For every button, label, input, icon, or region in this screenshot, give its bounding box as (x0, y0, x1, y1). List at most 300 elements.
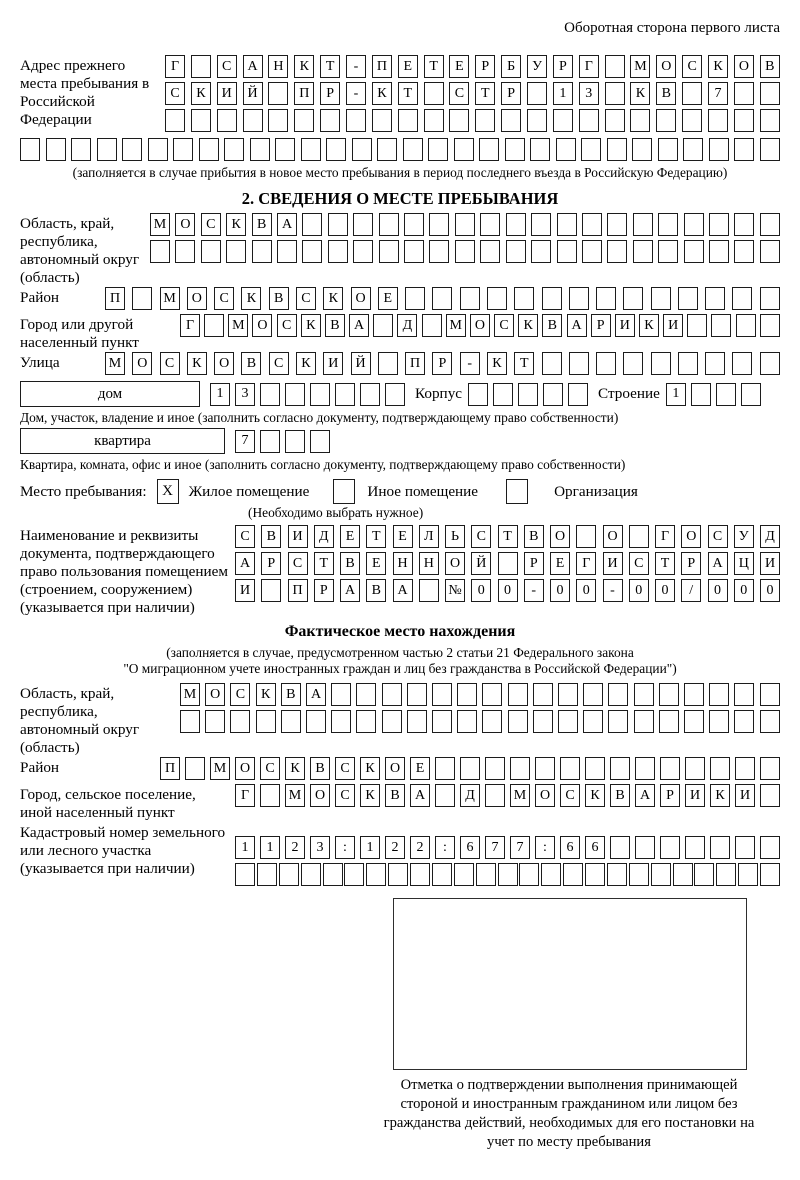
form-cell[interactable]: Р (314, 579, 334, 602)
form-cell[interactable]: - (603, 579, 623, 602)
form-cell[interactable] (605, 55, 625, 78)
form-cell[interactable]: В (610, 784, 630, 807)
form-cell[interactable] (498, 863, 518, 886)
form-cell[interactable]: М (150, 213, 170, 236)
form-cell[interactable]: Н (393, 552, 413, 575)
form-cell[interactable]: И (735, 784, 755, 807)
form-cell[interactable] (429, 213, 449, 236)
form-cell[interactable]: О (187, 287, 207, 310)
form-cell[interactable]: А (567, 314, 587, 337)
form-cell[interactable]: 3 (310, 836, 330, 859)
form-cell[interactable] (428, 138, 448, 161)
form-cell[interactable] (634, 710, 654, 733)
form-cell[interactable]: К (518, 314, 538, 337)
form-cell[interactable]: Д (314, 525, 334, 548)
form-cell[interactable] (407, 683, 427, 706)
form-cell[interactable]: 1 (235, 836, 255, 859)
form-cell[interactable]: О (252, 314, 272, 337)
form-cell[interactable] (709, 138, 729, 161)
form-cell[interactable] (543, 383, 563, 406)
form-cell[interactable] (734, 109, 754, 132)
form-cell[interactable]: С (201, 213, 221, 236)
form-cell[interactable] (204, 314, 224, 337)
form-cell[interactable] (760, 836, 780, 859)
form-cell[interactable] (607, 863, 627, 886)
form-cell[interactable] (510, 757, 530, 780)
form-cell[interactable] (419, 579, 439, 602)
form-cell[interactable] (651, 287, 671, 310)
form-cell[interactable] (760, 352, 780, 375)
form-cell[interactable]: 1 (553, 82, 573, 105)
form-cell[interactable] (422, 314, 442, 337)
form-cell[interactable] (735, 757, 755, 780)
form-cell[interactable]: И (663, 314, 683, 337)
form-cell[interactable] (583, 710, 603, 733)
form-cell[interactable]: К (301, 314, 321, 337)
form-cell[interactable]: В (281, 683, 301, 706)
form-cell[interactable]: Д (460, 784, 480, 807)
form-cell[interactable] (356, 683, 376, 706)
form-cell[interactable]: П (372, 55, 392, 78)
form-cell[interactable] (235, 863, 255, 886)
form-cell[interactable] (659, 710, 679, 733)
form-cell[interactable] (404, 240, 424, 263)
form-cell[interactable] (705, 287, 725, 310)
form-cell[interactable]: Р (475, 55, 495, 78)
form-cell[interactable] (344, 863, 364, 886)
form-cell[interactable]: 3 (235, 383, 255, 406)
form-cell[interactable]: И (603, 552, 623, 575)
form-cell[interactable] (581, 138, 601, 161)
form-cell[interactable] (360, 383, 380, 406)
form-cell[interactable] (691, 383, 711, 406)
form-cell[interactable]: О (385, 757, 405, 780)
form-cell[interactable] (353, 240, 373, 263)
form-cell[interactable]: Й (471, 552, 491, 575)
form-cell[interactable]: И (323, 352, 343, 375)
form-cell[interactable] (346, 109, 366, 132)
form-cell[interactable] (479, 138, 499, 161)
form-cell[interactable] (122, 138, 142, 161)
form-cell[interactable]: Н (268, 55, 288, 78)
form-cell[interactable] (760, 109, 780, 132)
form-cell[interactable] (673, 863, 693, 886)
form-cell[interactable]: К (372, 82, 392, 105)
form-cell[interactable]: А (243, 55, 263, 78)
form-cell[interactable]: О (535, 784, 555, 807)
form-cell[interactable] (553, 109, 573, 132)
form-cell[interactable] (71, 138, 91, 161)
form-cell[interactable] (487, 287, 507, 310)
form-cell[interactable] (398, 109, 418, 132)
form-cell[interactable] (760, 863, 780, 886)
form-cell[interactable]: 2 (385, 836, 405, 859)
form-cell[interactable] (694, 863, 714, 886)
form-cell[interactable] (660, 836, 680, 859)
form-cell[interactable] (150, 240, 170, 263)
form-cell[interactable]: В (261, 525, 281, 548)
stay-type-checkbox-other-premises[interactable] (333, 479, 355, 504)
form-cell[interactable] (224, 138, 244, 161)
form-cell[interactable] (475, 109, 495, 132)
form-cell[interactable] (684, 683, 704, 706)
form-cell[interactable]: 0 (471, 579, 491, 602)
form-cell[interactable] (424, 109, 444, 132)
form-cell[interactable] (506, 240, 526, 263)
form-cell[interactable]: К (639, 314, 659, 337)
form-cell[interactable]: Т (398, 82, 418, 105)
form-cell[interactable]: В (760, 55, 780, 78)
form-cell[interactable]: 6 (460, 836, 480, 859)
form-cell[interactable] (285, 430, 305, 453)
form-cell[interactable] (734, 683, 754, 706)
form-cell[interactable] (310, 383, 330, 406)
form-cell[interactable] (279, 863, 299, 886)
form-cell[interactable] (275, 138, 295, 161)
form-cell[interactable] (480, 213, 500, 236)
form-cell[interactable] (541, 863, 561, 886)
form-cell[interactable] (734, 138, 754, 161)
form-cell[interactable]: В (366, 579, 386, 602)
form-cell[interactable] (382, 710, 402, 733)
form-cell[interactable]: М (630, 55, 650, 78)
form-cell[interactable] (498, 552, 518, 575)
form-cell[interactable]: А (635, 784, 655, 807)
form-cell[interactable]: М (180, 683, 200, 706)
form-cell[interactable]: И (685, 784, 705, 807)
form-cell[interactable] (335, 383, 355, 406)
form-cell[interactable] (527, 109, 547, 132)
form-cell[interactable]: Г (180, 314, 200, 337)
form-cell[interactable] (607, 213, 627, 236)
form-cell[interactable] (607, 240, 627, 263)
form-cell[interactable] (201, 240, 221, 263)
form-cell[interactable] (569, 287, 589, 310)
form-cell[interactable]: 1 (666, 383, 686, 406)
form-cell[interactable]: Т (498, 525, 518, 548)
form-cell[interactable] (582, 213, 602, 236)
form-cell[interactable] (623, 287, 643, 310)
form-cell[interactable] (585, 863, 605, 886)
form-cell[interactable] (519, 863, 539, 886)
form-cell[interactable]: Е (393, 525, 413, 548)
form-cell[interactable] (605, 109, 625, 132)
form-cell[interactable] (508, 710, 528, 733)
form-cell[interactable]: Н (419, 552, 439, 575)
form-cell[interactable]: С (335, 757, 355, 780)
form-cell[interactable]: С (288, 552, 308, 575)
form-cell[interactable]: А (235, 552, 255, 575)
form-cell[interactable]: В (310, 757, 330, 780)
form-cell[interactable] (542, 352, 562, 375)
form-cell[interactable]: О (681, 525, 701, 548)
form-cell[interactable]: 3 (579, 82, 599, 105)
form-cell[interactable]: И (288, 525, 308, 548)
form-cell[interactable] (557, 240, 577, 263)
form-cell[interactable] (734, 710, 754, 733)
form-cell[interactable]: О (550, 525, 570, 548)
form-cell[interactable] (455, 213, 475, 236)
form-cell[interactable]: 0 (629, 579, 649, 602)
form-cell[interactable]: С (629, 552, 649, 575)
form-cell[interactable] (372, 109, 392, 132)
form-cell[interactable] (656, 109, 676, 132)
form-cell[interactable]: О (175, 213, 195, 236)
form-cell[interactable]: : (535, 836, 555, 859)
form-cell[interactable]: Т (314, 552, 334, 575)
form-cell[interactable] (709, 213, 729, 236)
form-cell[interactable] (352, 138, 372, 161)
form-cell[interactable]: К (585, 784, 605, 807)
form-cell[interactable] (630, 109, 650, 132)
form-cell[interactable] (432, 287, 452, 310)
form-cell[interactable]: К (487, 352, 507, 375)
form-cell[interactable]: И (615, 314, 635, 337)
form-cell[interactable]: О (132, 352, 152, 375)
form-cell[interactable]: А (277, 213, 297, 236)
form-cell[interactable] (429, 240, 449, 263)
form-cell[interactable] (454, 863, 474, 886)
form-cell[interactable]: В (325, 314, 345, 337)
form-cell[interactable]: Б (501, 55, 521, 78)
form-cell[interactable] (760, 82, 780, 105)
form-cell[interactable]: С (682, 55, 702, 78)
form-cell[interactable] (682, 109, 702, 132)
form-cell[interactable] (533, 710, 553, 733)
form-cell[interactable]: 0 (655, 579, 675, 602)
form-cell[interactable]: Е (398, 55, 418, 78)
form-cell[interactable]: М (210, 757, 230, 780)
form-cell[interactable]: 7 (235, 430, 255, 453)
form-cell[interactable]: М (446, 314, 466, 337)
form-cell[interactable]: М (228, 314, 248, 337)
form-cell[interactable] (632, 138, 652, 161)
form-cell[interactable]: Д (397, 314, 417, 337)
form-cell[interactable] (310, 430, 330, 453)
form-cell[interactable] (20, 138, 40, 161)
form-cell[interactable]: П (160, 757, 180, 780)
form-cell[interactable]: 0 (760, 579, 780, 602)
form-cell[interactable] (306, 710, 326, 733)
form-cell[interactable] (734, 240, 754, 263)
form-cell[interactable] (505, 138, 525, 161)
form-cell[interactable]: - (460, 352, 480, 375)
form-cell[interactable]: Р (553, 55, 573, 78)
form-cell[interactable]: У (527, 55, 547, 78)
form-cell[interactable]: - (524, 579, 544, 602)
form-cell[interactable] (530, 138, 550, 161)
form-cell[interactable]: К (708, 55, 728, 78)
form-cell[interactable]: Р (320, 82, 340, 105)
form-cell[interactable] (557, 213, 577, 236)
form-cell[interactable]: С (494, 314, 514, 337)
form-cell[interactable] (261, 579, 281, 602)
form-cell[interactable] (527, 82, 547, 105)
form-cell[interactable] (533, 683, 553, 706)
form-cell[interactable] (256, 710, 276, 733)
form-cell[interactable]: Е (378, 287, 398, 310)
form-cell[interactable]: М (105, 352, 125, 375)
form-cell[interactable] (678, 287, 698, 310)
form-cell[interactable]: С (165, 82, 185, 105)
form-cell[interactable] (542, 287, 562, 310)
form-cell[interactable] (608, 710, 628, 733)
form-cell[interactable]: П (105, 287, 125, 310)
form-cell[interactable] (556, 138, 576, 161)
form-cell[interactable]: С (260, 757, 280, 780)
form-cell[interactable] (432, 863, 452, 886)
form-cell[interactable]: 2 (285, 836, 305, 859)
form-cell[interactable] (760, 314, 780, 337)
form-cell[interactable] (449, 109, 469, 132)
form-cell[interactable] (377, 138, 397, 161)
form-cell[interactable]: 6 (560, 836, 580, 859)
form-cell[interactable] (379, 213, 399, 236)
form-cell[interactable] (205, 710, 225, 733)
form-cell[interactable]: Г (655, 525, 675, 548)
form-cell[interactable] (281, 710, 301, 733)
form-cell[interactable] (560, 757, 580, 780)
form-cell[interactable] (356, 710, 376, 733)
form-cell[interactable]: - (346, 55, 366, 78)
form-cell[interactable]: Р (660, 784, 680, 807)
form-cell[interactable] (185, 757, 205, 780)
form-cell[interactable]: А (306, 683, 326, 706)
form-cell[interactable]: Р (524, 552, 544, 575)
form-cell[interactable]: А (393, 579, 413, 602)
form-cell[interactable] (558, 683, 578, 706)
form-cell[interactable]: Р (261, 552, 281, 575)
form-cell[interactable] (629, 525, 649, 548)
form-cell[interactable] (760, 757, 780, 780)
form-cell[interactable] (180, 710, 200, 733)
form-cell[interactable] (710, 836, 730, 859)
form-cell[interactable]: К (285, 757, 305, 780)
form-cell[interactable] (323, 863, 343, 886)
form-cell[interactable] (710, 757, 730, 780)
form-cell[interactable] (403, 138, 423, 161)
form-cell[interactable] (424, 82, 444, 105)
form-cell[interactable] (732, 287, 752, 310)
form-cell[interactable]: В (241, 352, 261, 375)
form-cell[interactable] (353, 213, 373, 236)
form-cell[interactable]: Е (449, 55, 469, 78)
form-cell[interactable]: С (214, 287, 234, 310)
form-cell[interactable] (760, 240, 780, 263)
form-cell[interactable]: М (510, 784, 530, 807)
form-cell[interactable]: О (351, 287, 371, 310)
form-cell[interactable]: 6 (585, 836, 605, 859)
form-cell[interactable] (635, 836, 655, 859)
form-cell[interactable]: Е (550, 552, 570, 575)
form-cell[interactable] (460, 287, 480, 310)
form-cell[interactable]: К (323, 287, 343, 310)
form-cell[interactable]: Й (243, 82, 263, 105)
form-cell[interactable] (328, 213, 348, 236)
form-cell[interactable] (709, 710, 729, 733)
form-cell[interactable] (252, 240, 272, 263)
form-cell[interactable] (685, 757, 705, 780)
form-cell[interactable] (260, 784, 280, 807)
form-cell[interactable] (506, 213, 526, 236)
form-cell[interactable]: В (269, 287, 289, 310)
form-cell[interactable] (388, 863, 408, 886)
form-cell[interactable] (651, 352, 671, 375)
form-cell[interactable] (684, 710, 704, 733)
form-cell[interactable] (148, 138, 168, 161)
form-cell[interactable] (268, 82, 288, 105)
form-cell[interactable] (684, 213, 704, 236)
form-cell[interactable]: К (187, 352, 207, 375)
form-cell[interactable]: Л (419, 525, 439, 548)
form-cell[interactable] (480, 240, 500, 263)
form-cell[interactable] (705, 352, 725, 375)
form-cell[interactable]: Ь (445, 525, 465, 548)
form-cell[interactable] (485, 757, 505, 780)
form-cell[interactable]: С (230, 683, 250, 706)
form-cell[interactable] (535, 757, 555, 780)
form-cell[interactable]: - (346, 82, 366, 105)
form-cell[interactable] (658, 240, 678, 263)
form-cell[interactable]: Е (410, 757, 430, 780)
form-cell[interactable]: 1 (360, 836, 380, 859)
form-cell[interactable]: К (360, 757, 380, 780)
form-cell[interactable] (633, 213, 653, 236)
form-cell[interactable]: О (205, 683, 225, 706)
form-cell[interactable] (576, 525, 596, 548)
form-cell[interactable]: 0 (550, 579, 570, 602)
form-cell[interactable] (454, 138, 474, 161)
form-cell[interactable]: Е (366, 552, 386, 575)
form-cell[interactable]: И (760, 552, 780, 575)
form-cell[interactable] (531, 240, 551, 263)
form-cell[interactable] (294, 109, 314, 132)
form-cell[interactable]: М (285, 784, 305, 807)
form-cell[interactable] (708, 109, 728, 132)
form-cell[interactable] (568, 383, 588, 406)
form-cell[interactable]: И (217, 82, 237, 105)
form-cell[interactable] (660, 757, 680, 780)
form-cell[interactable] (709, 240, 729, 263)
form-cell[interactable] (501, 109, 521, 132)
form-cell[interactable] (610, 836, 630, 859)
form-cell[interactable] (191, 109, 211, 132)
form-cell[interactable]: С (335, 784, 355, 807)
form-cell[interactable] (468, 383, 488, 406)
form-cell[interactable]: О (603, 525, 623, 548)
form-cell[interactable] (373, 314, 393, 337)
form-cell[interactable]: Г (579, 55, 599, 78)
form-cell[interactable] (608, 683, 628, 706)
form-cell[interactable]: Г (576, 552, 596, 575)
form-cell[interactable] (741, 383, 761, 406)
form-cell[interactable] (518, 383, 538, 406)
form-cell[interactable] (563, 863, 583, 886)
form-cell[interactable] (605, 82, 625, 105)
form-cell[interactable]: У (734, 525, 754, 548)
form-cell[interactable] (173, 138, 193, 161)
form-cell[interactable] (635, 757, 655, 780)
form-cell[interactable]: К (360, 784, 380, 807)
form-cell[interactable] (191, 55, 211, 78)
form-cell[interactable]: В (385, 784, 405, 807)
form-cell[interactable]: Т (655, 552, 675, 575)
form-cell[interactable]: Р (432, 352, 452, 375)
form-cell[interactable] (678, 352, 698, 375)
form-cell[interactable] (760, 138, 780, 161)
form-cell[interactable] (331, 710, 351, 733)
form-cell[interactable] (268, 109, 288, 132)
